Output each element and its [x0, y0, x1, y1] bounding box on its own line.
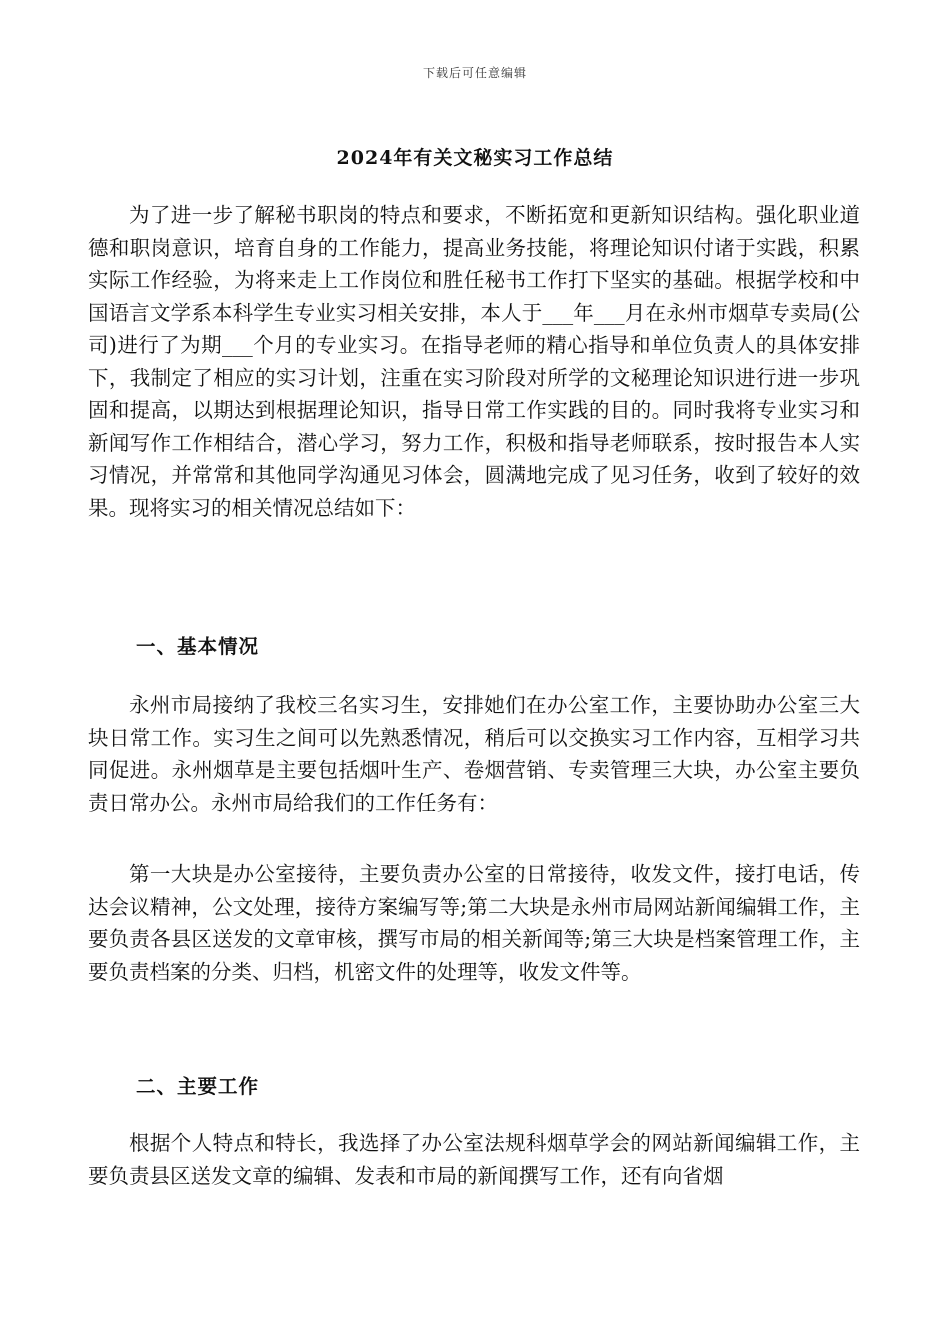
paragraph-main-work-1: 根据个人特点和特长，我选择了办公室法规科烟草学会的网站新闻编辑工作，主要负责县区送发文章的编辑、发表和市局的新闻撰写工作，还有向省烟 — [88, 1131, 860, 1188]
paragraph-basic-2: 第一大块是办公室接待，主要负责办公室的日常接待，收发文件，接打电话，传达会议精神，公文处理，接待方案编写等;第二大块是永州市局网站新闻编辑工作，主要负责各县区送发的文章审核，撰写市局的相关新闻等;第三大块是档案管理工作，主要负责档案的分类、归档，机密文件的处理等，收发文件等。 — [88, 862, 860, 984]
paragraph-basic-1: 永州市局接纳了我校三名实习生，安排她们在办公室工作，主要协助办公室三大块日常工作。实习生之间可以先熟悉情况，稍后可以交换实习工作内容，互相学习共同促进。永州烟草是主要包括烟叶生产、卷烟营销、专卖管理三大块，办公室主要负责日常办公。永州市局给我们的工作任务有： — [88, 693, 860, 815]
paragraph-intro: 为了进一步了解秘书职岗的特点和要求，不断拓宽和更新知识结构。强化职业道德和职岗意识，培育自身的工作能力，提高业务技能，将理论知识付诸于实践，积累实际工作经验，为将来走上工作岗位和胜任秘书工作打下坚实的基础。根据学校和中国语言文学系本科学生专业实习相关安排，本人于___年___月在永州市烟草专卖局(公司)进行了为期___个月的专业实习。在指导老师的精心指导和单位负责人的具体安排下，我制定了相应的实习计划，注重在实习阶段对所学的文秘理论知识进行进一步巩固和提高，以期达到根据理论知识，指导日常工作实践的目的。同时我将专业实习和新闻写作工作相结合，潜心学习，努力工作，积极和指导老师联系，按时报告本人实习情况，并常常和其他同学沟通见习体会，圆满地完成了见习任务，收到了较好的效果。现将实习的相关情况总结如下： — [88, 203, 860, 520]
section-heading-main-work: 二、主要工作 — [136, 1075, 260, 1098]
header-note: 下载后可任意编辑 — [422, 66, 527, 80]
document-title: 2024年有关文秘实习工作总结 — [336, 147, 614, 169]
section-heading-basic: 一、基本情况 — [136, 635, 260, 658]
